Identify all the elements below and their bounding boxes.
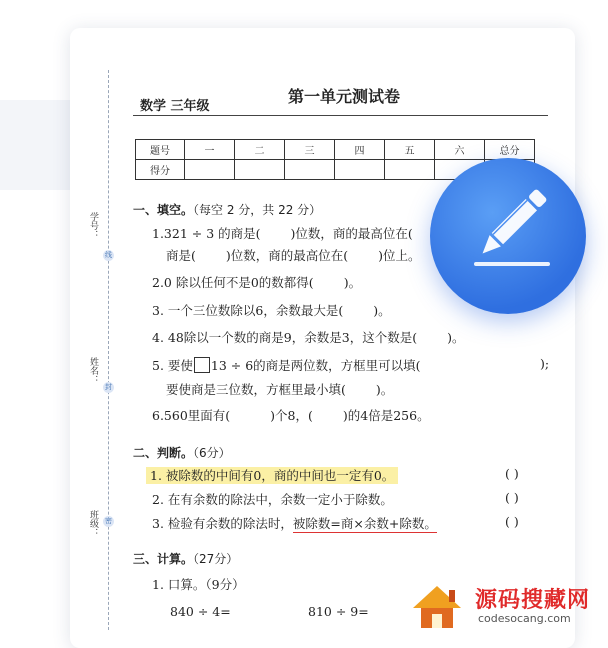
seal-mark: 线	[105, 251, 112, 259]
q-text: 3. 检验有余数的除法时，	[152, 516, 293, 531]
edit-badge[interactable]	[430, 158, 586, 314]
q-text: 要使商是三位数，方框里最小填(	[166, 382, 346, 397]
section-heading	[133, 444, 231, 461]
score-input-cell[interactable]	[335, 160, 385, 180]
q-text: 1.321 ÷ 3 的商是(	[152, 226, 261, 241]
title-rule	[133, 115, 548, 116]
question-2	[152, 273, 361, 291]
score-input-cell[interactable]	[285, 160, 335, 180]
score-input-cell[interactable]	[235, 160, 285, 180]
q-text: )。	[343, 275, 362, 290]
q-text: )。	[375, 382, 394, 397]
q-text: )个8，(	[270, 408, 313, 423]
question-5-line-2	[166, 380, 393, 398]
grade-label: 数学 三年级	[140, 99, 210, 114]
seal-mark: 封	[105, 383, 112, 391]
table-cell: 四	[335, 140, 385, 160]
seal-mark: 密	[105, 517, 112, 525]
section-note: （27分）	[193, 552, 239, 566]
question-1-line-2	[166, 246, 421, 264]
q-text: )位数，商的最高位在(	[290, 226, 413, 241]
table-cell: 三	[285, 140, 335, 160]
score-input-cell[interactable]	[385, 160, 435, 180]
q-text: 商是(	[166, 248, 196, 263]
q-text: 3. 一个三位数除以6，余数最大是(	[152, 303, 344, 318]
section-title: 二、判断。	[133, 446, 194, 460]
q-text: )。	[373, 303, 391, 318]
class-label: 班级：	[88, 510, 98, 537]
page-title: 第一单元测试卷	[288, 87, 401, 106]
digit-box[interactable]	[194, 357, 210, 373]
expression: 840 ÷ 4=	[170, 604, 231, 619]
q-text: 6.560里面有(	[152, 408, 231, 423]
table-cell: 五	[385, 140, 435, 160]
student-no-label: 学号：	[88, 212, 98, 239]
highlighted-text: 1. 被除数的中间有0，商的中间也一定有0。	[146, 467, 398, 484]
section-heading	[133, 201, 321, 218]
table-row	[136, 140, 535, 160]
binding-line	[108, 70, 109, 630]
watermark-url: codesocang.com	[478, 612, 571, 625]
section-note: （6分）	[193, 446, 231, 460]
table-cell: 总分	[485, 140, 535, 160]
sub-heading: 1. 口算。（9分）	[152, 577, 245, 592]
q-text: 4. 48除以一个数的商是9，余数是3，这个数是(	[152, 330, 418, 345]
question-3	[152, 301, 391, 319]
q-text: 2.0 除以任何不是0的数都得(	[152, 275, 314, 290]
question-5-close: );	[540, 356, 550, 371]
pen-icon	[430, 158, 586, 314]
table-cell: 六	[435, 140, 485, 160]
section-heading	[133, 550, 238, 567]
answer-paren[interactable]: ( )	[505, 490, 519, 505]
section-note: （每空 2 分，共 22 分）	[193, 203, 322, 217]
q-text: )位上。	[378, 248, 421, 263]
table-cell: 一	[185, 140, 235, 160]
question-5-line-1	[152, 356, 421, 374]
q-text: 5. 要使	[152, 358, 193, 373]
judge-question-2: 2. 在有余数的除法中，余数一定小于除数。	[152, 492, 393, 507]
name-label: 姓名：	[88, 357, 98, 384]
background-panel	[0, 100, 75, 190]
expression: 810 ÷ 9=	[308, 604, 369, 619]
answer-paren[interactable]: ( )	[505, 514, 519, 529]
judge-question-1	[146, 466, 398, 484]
question-6	[152, 406, 430, 424]
table-cell: 二	[235, 140, 285, 160]
q-text: )位数，商的最高位在(	[225, 248, 349, 263]
section-title: 三、计算。	[133, 552, 194, 566]
question-4	[152, 328, 464, 346]
q-text: )。	[447, 330, 465, 345]
watermark-text: 源码搜藏网	[475, 588, 591, 613]
judge-question-3	[152, 514, 437, 532]
house-icon	[405, 578, 475, 634]
section-title: 一、填空。	[133, 203, 194, 217]
table-cell: 题号	[136, 140, 185, 160]
q-text: )的4倍是256。	[342, 408, 430, 423]
q-text: 13 ÷ 6的商是两位数，方框里可以填(	[210, 358, 421, 373]
table-cell: 得分	[136, 160, 185, 180]
answer-paren[interactable]: ( )	[505, 466, 519, 481]
underlined-text: 被除数=商×余数+除数。	[292, 516, 437, 531]
score-input-cell[interactable]	[185, 160, 235, 180]
